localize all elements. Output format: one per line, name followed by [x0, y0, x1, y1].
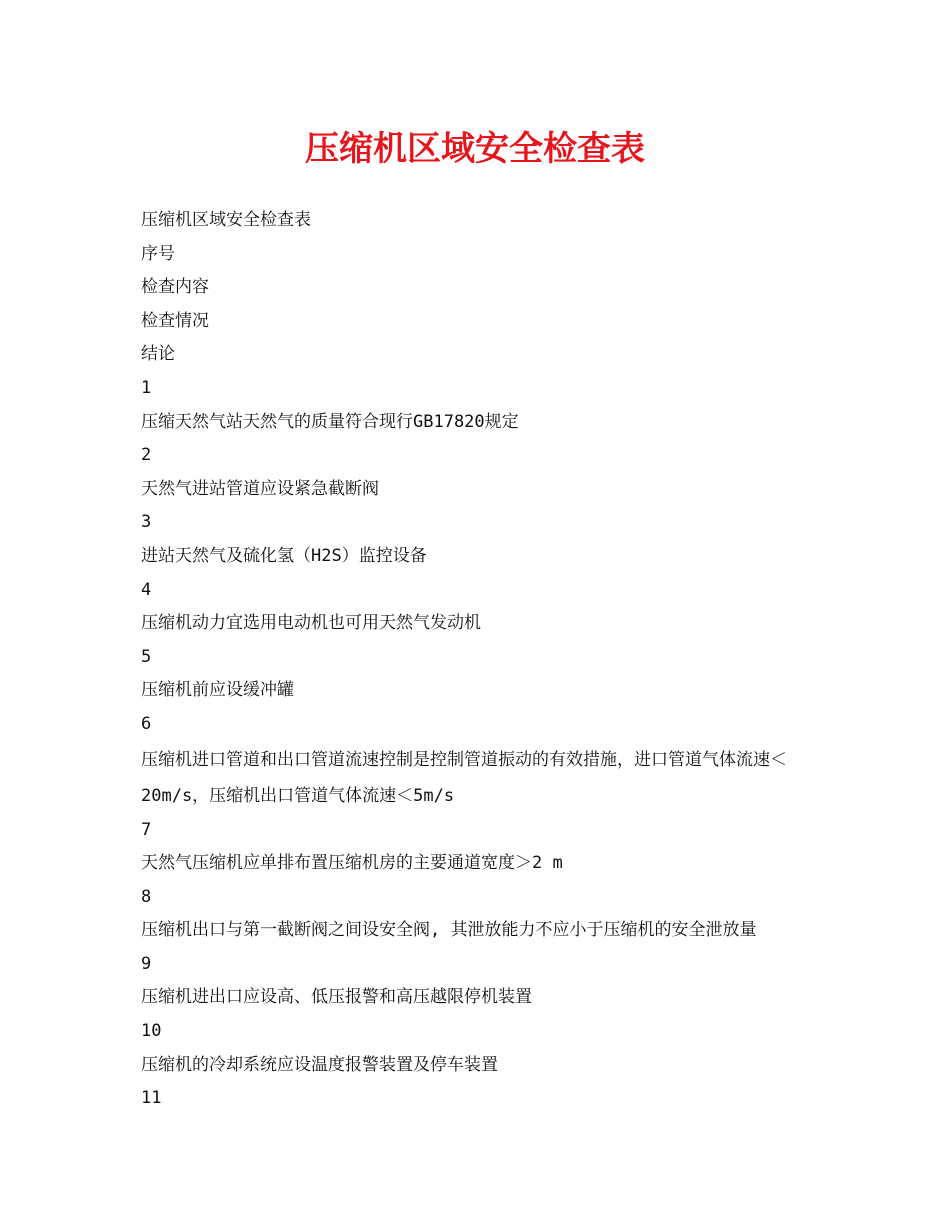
- body-line: 8: [141, 886, 152, 907]
- body-line: 3: [141, 512, 152, 533]
- body-line: 压缩机的冷却系统应设温度报警装置及停车装置: [141, 1054, 498, 1075]
- body-line: 压缩机进口管道和出口管道流速控制是控制管道振动的有效措施，进口管道气体流速＜20m/s，压缩机出口管道气体流速＜5m/s: [141, 749, 787, 806]
- body-line: 结论: [141, 344, 175, 365]
- body-line: 压缩机出口与第一截断阀之间设安全阀, 其泄放能力不应小于压缩机的安全泄放量: [141, 920, 757, 941]
- body-line: 压缩天然气站天然气的质量符合现行GB17820规定: [141, 411, 519, 432]
- body-line: 10: [141, 1021, 162, 1042]
- body-line: 压缩机区域安全检查表: [141, 210, 311, 230]
- document-title: 压缩机区域安全检查表: [305, 129, 645, 169]
- body-line: 6: [141, 713, 152, 734]
- body-line: 检查内容: [141, 277, 209, 298]
- body-line: 压缩机动力宜选用电动机也可用天然气发动机: [141, 613, 481, 634]
- body-line: 11: [141, 1088, 162, 1109]
- body-line: 天然气压缩机应单排布置压缩机房的主要通道宽度＞2 m: [141, 853, 563, 874]
- body-line: 7: [141, 819, 152, 840]
- body-line: 天然气进站管道应设紧急截断阀: [141, 478, 379, 499]
- body-line: 检查情况: [141, 310, 209, 331]
- body-line: 序号: [141, 243, 175, 264]
- body-line: 2: [141, 445, 152, 466]
- body-line: 压缩机前应设缓冲罐: [141, 680, 294, 701]
- body-line: 1: [141, 377, 152, 398]
- body-line: 进站天然气及硫化氢（H2S）监控设备: [141, 545, 427, 566]
- body-line: 4: [141, 579, 152, 600]
- body-line: 压缩机进出口应设高、低压报警和高压越限停机装置: [141, 987, 532, 1008]
- body-line: 5: [141, 646, 152, 667]
- document-body: [141, 204, 831, 1116]
- body-line: 9: [141, 953, 152, 974]
